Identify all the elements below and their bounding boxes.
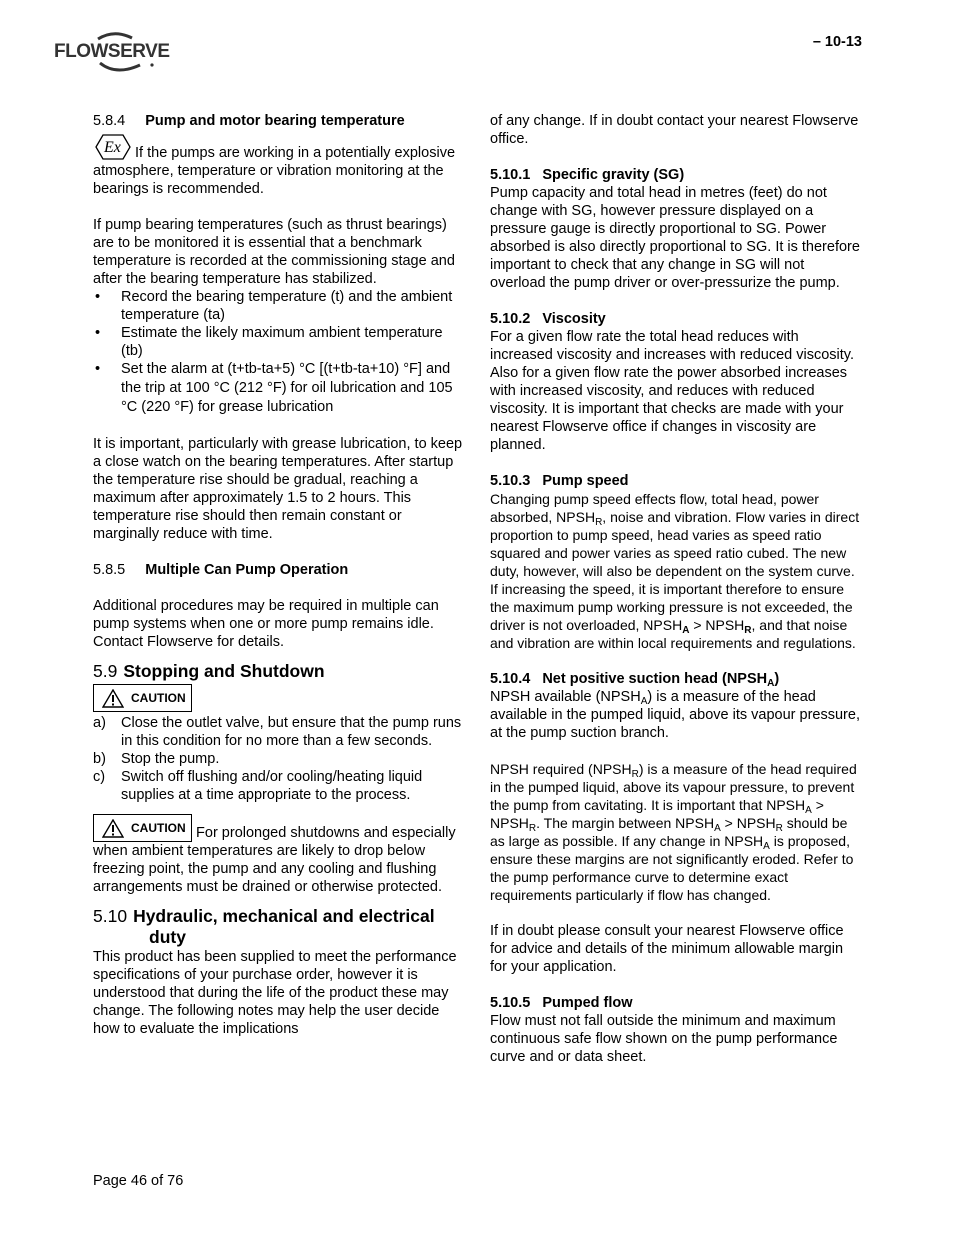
npshr-paragraph: NPSH required $(NPSH_R)$ is a measure of the head required in the pumped liquid, above its vapour pressure, to prevent the pump from cavitating. It is important that $NPSH_A$ > $NPSH_R$. The margin between $NPSH_A$ > $NPSH_R$ should be as large as possible. If any change in $NPSH_A$ is proposed, ensure these margins are not significantly eroded. Refer to the pump performance curve to determine exact requirements particularly if flow has changed.: [490, 761, 857, 903]
heading-5-10-4: 5.10.4 Net positive suction head $(NPSH_A)$: [490, 671, 780, 689]
pumped-flow-paragraph: Flow must not fall outside the minimum and maximum continuous safe flow shown on the pump performance curve and or data sheet.: [490, 1013, 838, 1065]
page-code: – 10-13: [812, 34, 862, 50]
list-item: a) Close the outlet valve, but ensure that the pump runs in this condition for no more than a few seconds.: [93, 715, 462, 749]
viscosity-paragraph: For a given flow rate the total head reduces with increased viscosity and increases with reduced viscosity. Also for a given flow rate the power absorbed increases with increased viscosity, and reduces with reduced viscosity. It is important that checks are made with your nearest Flowserve office if changes in viscosity are planned.: [490, 329, 855, 453]
continuation-paragraph: of any change. If in doubt contact your nearest Flowserve office.: [490, 113, 859, 147]
heading-5-10-5: 5.10.5 Pumped flow: [490, 995, 633, 1011]
list-item: c) Switch off flushing and/or cooling/heating liquid supplies at a time appropriate to the process.: [93, 769, 423, 803]
heading-5-9: 5.9 Stopping and Shutdown: [93, 661, 325, 681]
consult-paragraph: If in doubt please consult your nearest Flowserve office for advice and details of the minimum allowable margin for your application.: [490, 923, 844, 975]
list-item: • Record the bearing temperature (t) and the ambient temperature (ta): [93, 288, 465, 324]
list-item: • Set the alarm at (t+tb-ta+5) °C [(t+tb-ta+10) °F] and the trip at 100 °C (212 °F) for oil lubrication and 105 °C (220 °F) for grease lubrication: [93, 360, 465, 417]
caution-label: CAUTION: [93, 684, 192, 712]
heading-5-8-5: 5.8.5 Multiple Can Pump Operation: [93, 562, 349, 578]
heading-5-10-1: 5.10.1 Specific gravity (SG): [490, 167, 685, 183]
specific-gravity-paragraph: Pump capacity and total head in metres (feet) do not change with SG, however pressure displayed on a pressure gauge is directly proportional to SG. Power absorbed is also directly proportional to SG. It is therefore important to check that any change in SG will not overload the pump driver or over-pressurize the pump.: [490, 185, 860, 291]
logo-text: FLOWSERVE: [54, 41, 170, 62]
right-column: [490, 112, 862, 1066]
ex-paragraph: Ex If the pumps are working in a potentially explosive atmosphere, temperature or vibration monitoring at the bearings is recommended.: [93, 132, 465, 198]
page-number: Page 46 of 76: [93, 1173, 184, 1189]
bearing-bullet-list: [93, 288, 465, 417]
grease-paragraph: It is important, particularly with grease lubrication, to keep a close watch on the bearing temperatures. After startup the temperature rise should be gradual, reaching a maximum after approximately 1.5 to 2 hours. This temperature rise should then remain constant or marginally reduce with time.: [93, 436, 463, 542]
list-item: b) Stop the pump.: [93, 751, 220, 767]
flowserve-logo: [54, 32, 170, 74]
prolonged-shutdown-paragraph: CAUTION For prolonged shutdowns and especially when ambient temperatures are likely to drop below freezing point, the pump and any cooling and flushing arrangements must be drained or otherwise protected.: [93, 814, 465, 896]
warning-triangle-icon: [102, 689, 124, 708]
bearing-benchmark-paragraph: If pump bearing temperatures (such as thrust bearings) are to be monitored it is essential that a benchmark temperature is recorded at the commissioning stage and after the bearing temperature has stabilized.: [93, 217, 455, 287]
svg-text:Ex: Ex: [104, 139, 121, 156]
multiple-can-paragraph: Additional procedures may be required in multiple can pump systems when one or more pump remains idle. Contact Flowserve for details.: [93, 598, 439, 650]
list-item: • Estimate the likely maximum ambient temperature (tb): [93, 324, 465, 360]
npsha-paragraph: NPSH available $(NPSH_A)$ is a measure of the head available in the pumped liquid, above its vapour pressure, at the pump suction branch.: [490, 689, 860, 741]
duty-paragraph: This product has been supplied to meet the performance specifications of your purchase order, however it is understood that during the life of the product these may change. The following notes may help the user decide how to evaluate the implications: [93, 949, 457, 1037]
left-column: [93, 112, 465, 1038]
ex-atex-icon: [93, 132, 131, 162]
heading-5-10-3: 5.10.3 Pump speed: [490, 473, 629, 489]
shutdown-steps: [93, 714, 465, 804]
pump-speed-paragraph: Changing pump speed effects flow, total head, power absorbed, $NPSH_R$, noise and vibration. Flow varies in direct proportion to pump speed, head varies as speed ratio squared and power varies as speed ratio cubed. The new duty, however, will also be dependent on the system curve. If increasing the speed, it is important therefore to ensure the maximum pump working pressure is not exceeded, the driver is not overloaded, $NPSH_A$ > $NPSH_R$, and that noise and vibration are within local requirements and regulations.: [490, 491, 860, 651]
heading-5-8-4: 5.8.4 Pump and motor bearing temperature: [93, 113, 405, 129]
heading-5-10: 5.10 Hydraulic, mechanical and electrical duty: [93, 906, 435, 947]
caution-label: CAUTION: [93, 814, 192, 842]
heading-5-10-2: 5.10.2 Viscosity: [490, 311, 606, 327]
warning-triangle-icon: [102, 819, 124, 838]
